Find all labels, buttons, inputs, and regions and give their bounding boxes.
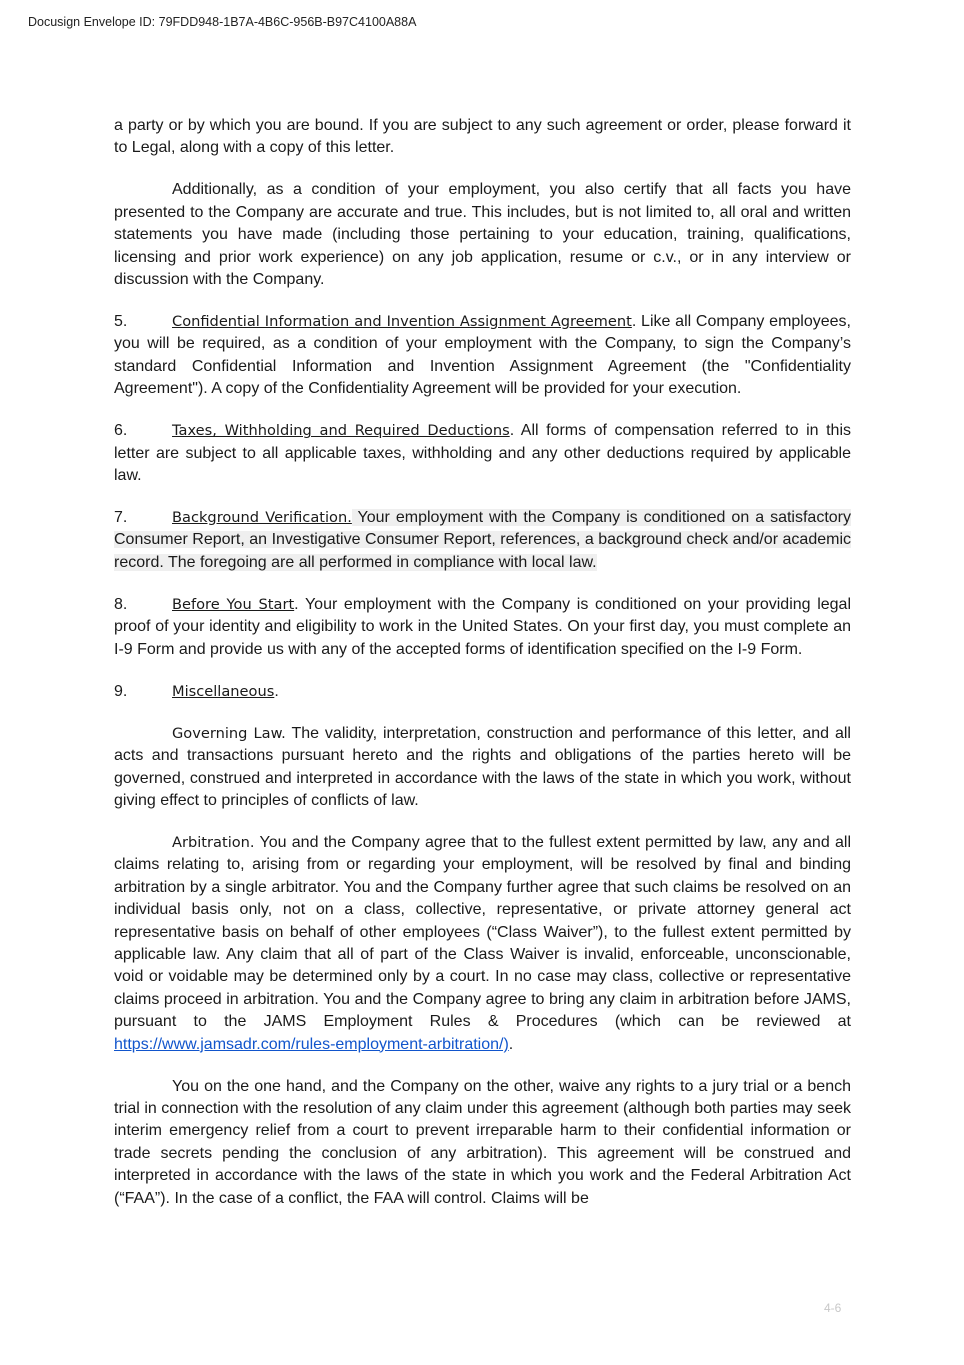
subsection-title: Arbitration. <box>172 833 255 851</box>
section-body: Your employment with the Company is conditioned on a satisfactory Consumer Report, an Investigative Consumer Report, references, a background check and/or academic record. The foregoing are all performed in compliance with local law. <box>114 509 851 571</box>
letter-body <box>114 115 851 1230</box>
section-6 <box>114 420 851 487</box>
section-number: 6. <box>114 422 128 440</box>
section-8 <box>114 594 851 661</box>
section-body: . Like all Company employees, you will be required, as a condition of your employment with the Company, to sign the Company’s standard Confidential Information and Invention Assignment Agreement (the "Confidentiality Agreement"). A copy of the Confidentiality Agreement will be provided for your execution. <box>114 313 851 398</box>
section-heading: Confidential Information and Invention Assignment Agreement <box>172 313 632 331</box>
section-body: . <box>274 682 279 700</box>
subsection-tail: . <box>508 1035 514 1053</box>
page-number: 4-6 <box>824 1301 842 1315</box>
section-number: 5. <box>114 313 128 331</box>
subsection-body: You and the Company agree that to the fullest extent permitted by law, any and all claims relating to, arising from or regarding your employment, will be resolved by final and binding arbitration by a single arbitrator. You and the Company further agree that such claims be resolved on an individual basis only, not on a class, collective, representative, or private attorney general act representative basis on behalf of other employees (“Class Waiver”), to the fullest extent permitted by applicable law. Any claim that all of part of the Class Waiver is invalid, enforceable, unconscionable, void or voidable may be determined only by a court. In no case may class, collective or representative claims proceed in arbitration. You and the Company agree to bring any claim in arbitration before JAMS, pursuant to the JAMS Employment Rules & Procedures (which can be reviewed at <box>114 833 851 1031</box>
section-5 <box>114 311 851 401</box>
subsection-body: The validity, interpretation, construction and performance of this letter, and all acts and transactions pursuant hereto and the rights and obligations of the parties hereto will be governed, construed and interpreted in accordance with the laws of the state in which you work, without giving effect to principles of conflicts of law. <box>114 724 851 809</box>
section-9 <box>114 681 851 703</box>
section-number: 8. <box>114 595 128 613</box>
section-7 <box>114 507 851 574</box>
subsection-title: Governing Law. <box>172 724 286 742</box>
paragraph-jury-waiver: You on the one hand, and the Company on the other, waive any rights to a jury trial or a bench trial in connection with the resolution of any claim under this agreement (although both parties may seek interim emergency relief from a court to prevent irreparable harm to their confidential information or trade secrets pending the conclusion of any arbitration). This agreement will be construed and interpreted in accordance with the laws of the state in which you work and the Federal Arbitration Act (“FAA”). In the case of a conflict, the FAA will control. Claims will be <box>114 1077 851 1207</box>
section-heading: Background Verification. <box>172 509 352 527</box>
section-heading: Before You Start <box>172 595 295 613</box>
section-number: 7. <box>114 509 128 527</box>
paragraph-certification: Additionally, as a condition of your employment, you also certify that all facts you have presented to the Company are accurate and true. This includes, but is not limited to, all oral and written statements you have made (including those pertaining to your education, training, qualifications, licensing and prior work experience) on any job application, resume or c.v., or in any interview or discussion with the Company. <box>114 181 851 289</box>
jams-rules-link[interactable]: https://www.jamsadr.com/rules-employment-arbitration/) <box>114 1035 509 1053</box>
section-body: . All forms of compensation referred to in this letter are subject to all applicable taxes, withholding and any other deductions required by applicable law. <box>114 422 851 485</box>
arbitration-paragraph <box>114 832 851 1056</box>
section-heading: Miscellaneous <box>172 682 275 700</box>
envelope-id: Docusign Envelope ID: 79FDD948-1B7A-4B6C-956B-B97C4100A88A <box>28 15 417 29</box>
section-number: 9. <box>114 682 128 700</box>
section-heading: Taxes, Withholding and Required Deductions <box>172 422 510 440</box>
governing-law-paragraph <box>114 723 851 813</box>
paragraph-continuation: a party or by which you are bound. If you are subject to any such agreement or order, please forward it to Legal, along with a copy of this letter. <box>114 117 851 157</box>
section-body: . Your employment with the Company is conditioned on your providing legal proof of your identity and eligibility to work in the United States. On your first day, you must complete an I-9 Form and provide us with any of the accepted forms of identification specified on the I-9 Form. <box>114 595 851 658</box>
